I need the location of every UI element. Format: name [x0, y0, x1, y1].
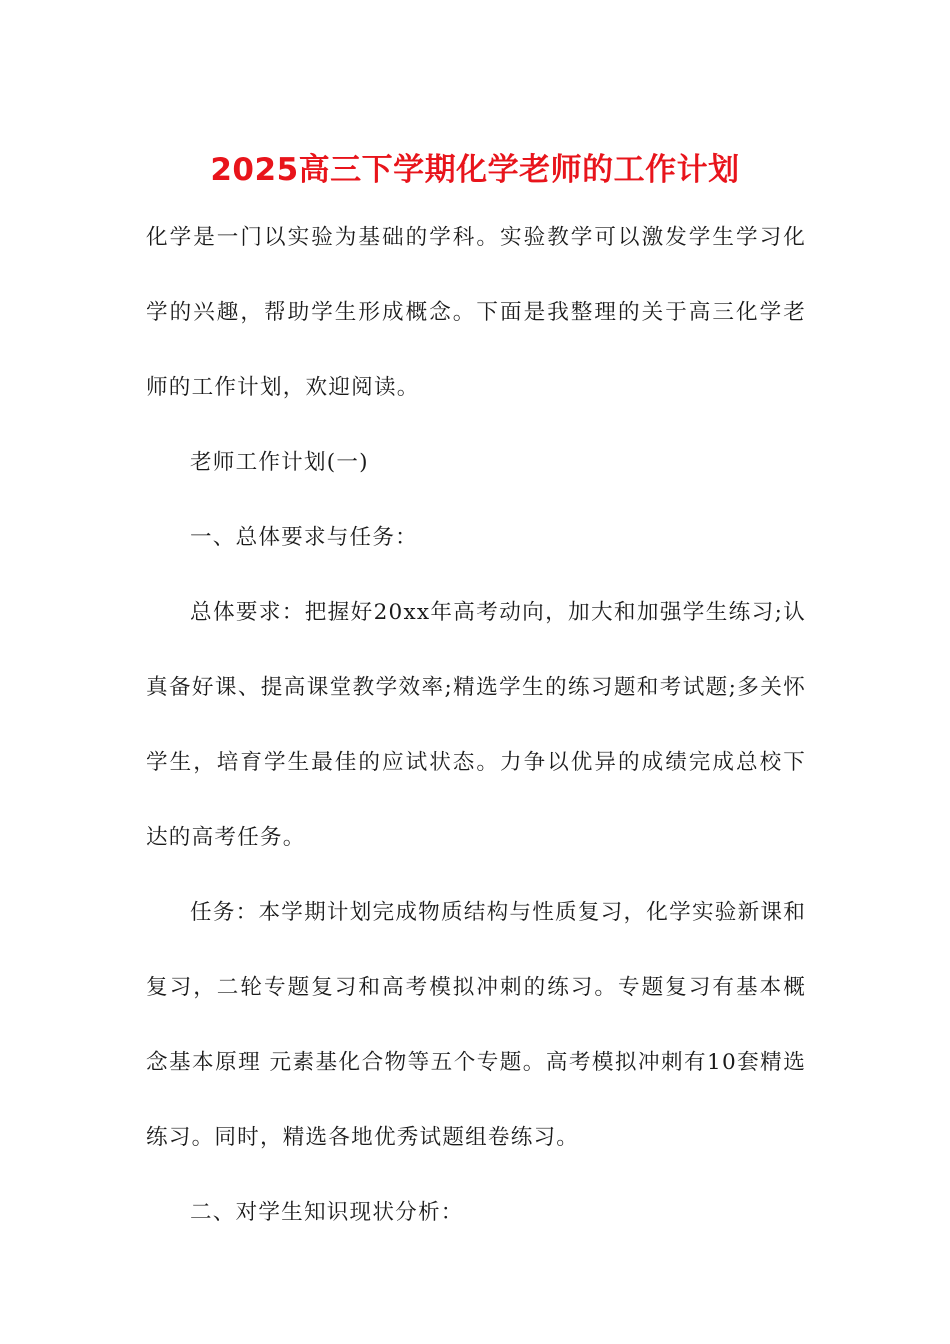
document-body: [146, 200, 806, 1250]
document-title: 2025高三下学期化学老师的工作计划: [210, 152, 740, 188]
paragraph-tasks: 任务：本学期计划完成物质结构与性质复习，化学实验新课和复习，二轮专题复习和高考模拟冲刺的练习。专题复习有基本概念基本原理 元素基化合物等五个专题。高考模拟冲刺有10套精选练习。同时，精选各地优秀试题组卷练习。: [146, 900, 806, 1150]
paragraph-intro: 化学是一门以实验为基础的学科。实验教学可以激发学生学习化学的兴趣，帮助学生形成概念。下面是我整理的关于高三化学老师的工作计划，欢迎阅读。: [146, 225, 806, 400]
paragraph-section-one-heading: 一、总体要求与任务：: [190, 525, 418, 550]
paragraph-overall-requirements: 总体要求：把握好20xx年高考动向，加大和加强学生练习;认真备好课、提高课堂教学效率;精选学生的练习题和考试题;多关怀学生，培育学生最佳的应试状态。力争以优异的成绩完成总校下达的高考任务。: [146, 600, 806, 850]
paragraph-section-two-heading: 二、对学生知识现状分析：: [190, 1200, 464, 1225]
paragraph-plan-heading: 老师工作计划(一): [190, 450, 369, 475]
